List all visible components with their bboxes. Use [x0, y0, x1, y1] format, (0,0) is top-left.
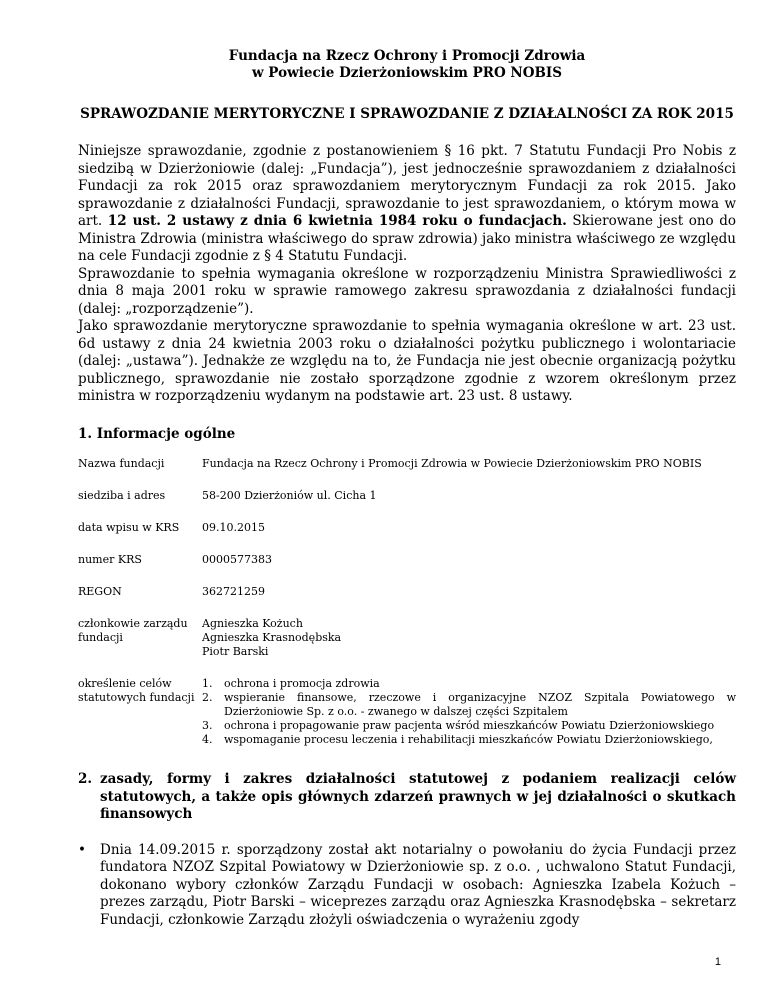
page-number: 1	[714, 956, 721, 968]
info-row-krs-date	[78, 521, 736, 535]
goal-number: 3.	[202, 719, 213, 732]
info-label: data wpisu w KRS	[78, 521, 180, 534]
statutory-goals	[202, 677, 736, 747]
intro-paragraph-3: Jako sprawozdanie merytoryczne sprawozdanie to spełnia wymagania określone w art. 23 ust. 6d ustawy z dnia 24 kwietnia 2003 roku o działalności pożytku publicznego i wolontariacie (dalej: „ustawa”). Jednakże ze względu na to, że Fundacja nie jest obecnie organizacją pożytku publicznego, sprawozdanie nie zostało sporządzone zgodnie z wzorem określonym przez ministra w rozporządzeniu wydanym na podstawie art. 23 ust. 8 ustawy.	[78, 318, 736, 404]
info-value: 58-200 Dzierżoniów ul. Cicha 1	[202, 489, 377, 502]
info-label: siedziba i adres	[78, 489, 166, 502]
section-2-heading	[78, 771, 736, 824]
report-title: SPRAWOZDANIE MERYTORYCZNE I SPRAWOZDANIE Z DZIAŁALNOŚCI ZA ROK 2015	[80, 106, 734, 122]
intro-p1-bold: 12 ust. 2 ustawy z dnia 6 kwietnia 1984 roku o fundacjach.	[107, 213, 567, 229]
goal-number: 4.	[202, 733, 213, 746]
intro-paragraph-1	[78, 143, 736, 266]
intro-section	[78, 143, 736, 406]
section-2-bullet	[78, 842, 736, 930]
info-row-krs-number	[78, 553, 736, 567]
info-value: 0000577383	[202, 553, 272, 566]
info-value: Fundacja na Rzecz Ochrony i Promocji Zdrowia w Powiecie Dzierżoniowskim PRO NOBIS	[202, 457, 702, 470]
info-value: 362721259	[202, 585, 265, 598]
org-title-line2: w Powiecie Dzierżoniowskim PRO NOBIS	[251, 65, 562, 81]
intro-p1-text-a: Niniejsze sprawozdanie, zgodnie z postanowieniem § 16 pkt. 7 Statutu Fundacji Pro Nobis z siedzibą w Dzierżoniowie (dalej: „Fundacja”), jest jednocześnie sprawozdaniem z działalności Fundacji za rok 2015 oraz sprawozdaniem merytorycznym Fundacji za rok 2015. Jako sprawozdanie z działalności Fundacji, sprawozdanie to jest sprawozdaniem, o którym mowa w art.	[78, 143, 736, 229]
goal-item	[202, 733, 736, 747]
goal-text: wspieranie finansowe, rzeczowe i organizacyjne NZOZ Szpitala Powiatowego w Dzierżoniowie Sp. z o.o. - zwanego w dalszej części Szpitalem	[224, 691, 736, 718]
section-2-number: 2.	[78, 771, 93, 787]
document-page	[78, 48, 736, 929]
goal-text: ochrona i propagowanie praw pacjenta wśród mieszkańców Powiatu Dzierżoniowskiego	[224, 719, 715, 732]
board-member: Agnieszka Krasnodębska	[202, 631, 342, 644]
info-label: członkowie zarządu fundacji	[78, 617, 188, 644]
goals-list	[202, 677, 736, 747]
info-label: określenie celów statutowych fundacji	[78, 677, 195, 704]
goal-number: 1.	[202, 677, 213, 690]
info-row-board	[78, 617, 736, 659]
info-label: REGON	[78, 585, 122, 598]
board-member: Piotr Barski	[202, 645, 269, 658]
org-title-line1: Fundacja na Rzecz Ochrony i Promocji Zdrowia	[228, 48, 586, 64]
intro-paragraph-2: Sprawozdanie to spełnia wymagania określone w rozporządzeniu Ministra Sprawiedliwości z dnia 8 maja 2001 roku w sprawie ramowego zakresu sprawozdania z działalności fundacji (dalej: „rozporządzenie”).	[78, 265, 736, 317]
goal-text: wspomaganie procesu leczenia i rehabilitacji mieszkańców Powiatu Dzierżoniowskiego,	[224, 733, 713, 746]
info-row-goals	[78, 677, 736, 747]
goal-item	[202, 719, 736, 733]
general-info-table	[78, 457, 736, 747]
info-label: numer KRS	[78, 553, 142, 566]
goal-text: ochrona i promocja zdrowia	[224, 677, 380, 690]
intro-p1-text-b: Skierowane jest ono do Ministra Zdrowia (ministra właściwego do spraw zdrowia) jako ministra właściwego ze względu na cele Fundacji zgodnie z § 4 Statutu Fundacji.	[78, 213, 736, 264]
info-value: 09.10.2015	[202, 521, 265, 534]
board-member: Agnieszka Kożuch	[202, 617, 303, 630]
info-row-address	[78, 489, 736, 503]
goal-number: 2.	[202, 691, 213, 704]
bullet-icon: •	[78, 841, 86, 858]
goal-item	[202, 677, 736, 691]
info-label: Nazwa fundacji	[78, 457, 165, 470]
info-row-regon	[78, 585, 736, 599]
board-members-list	[202, 617, 736, 659]
bullet-text: Dnia 14.09.2015 r. sporządzony został akt notarialny o powołaniu do życia Fundacji przez fundatora NZOZ Szpital Powiatowy w Dzierżoniowie sp. z o.o. , uchwalono Statut Fundacji, dokonano wybory członków Zarządu Fundacji w osobach: Agnieszka Izabela Kożuch – prezes zarządu, Piotr Barski – wiceprezes zarządu oraz Agnieszka Krasnodębska – sekretarz Fundacji, członkowie Zarządu złożyli oświadczenia o wyrażeniu zgody	[100, 841, 736, 928]
info-row-name	[78, 457, 736, 471]
section-2-title: zasady, formy i zakres działalności statutowej z podaniem realizacji celów statutowych, a także opis głównych zdarzeń prawnych w jej działalności o skutkach finansowych	[100, 771, 736, 822]
goal-item	[202, 691, 736, 719]
section-1-heading: 1. Informacje ogólne	[78, 425, 236, 442]
organization-title	[78, 48, 736, 82]
